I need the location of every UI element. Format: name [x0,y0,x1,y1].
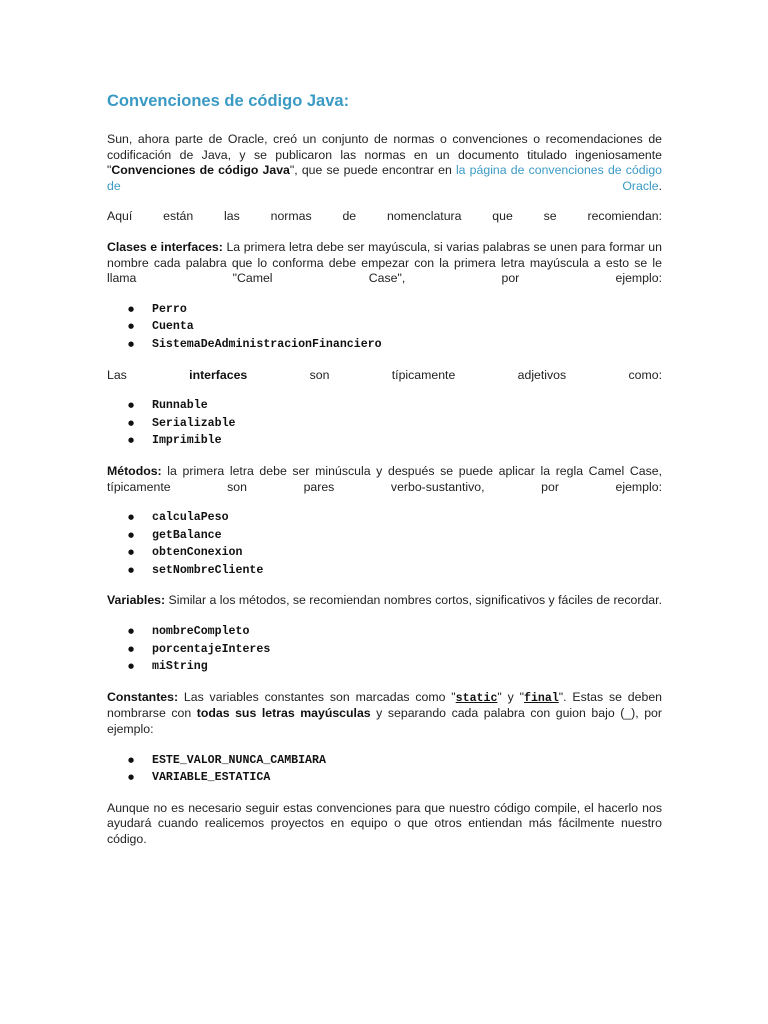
interfaces-paragraph [107,368,662,384]
metodos-text: la primera letra debe ser minúscula y después se puede aplicar la regla Camel Case, típicamente son pares verbo-sustantivo, por ejemplo: [107,463,662,494]
list-item: ● porcentajeInteres [128,641,662,659]
clases-text: La primera letra debe ser mayúscula, si varias palabras se unen para formar un nombre cada palabra que lo conforma debe empezar con la primera letra mayúscula a esto se le llama "Camel Case", por ejemplo: [107,239,662,286]
interfaces-list [107,397,662,450]
page-title: Convenciones de código Java: [107,92,350,110]
list-item: ● calculaPeso [128,509,662,527]
list-item: ● Perro [128,301,662,319]
list-item: ● setNombreCliente [128,562,662,580]
metodos-label: Métodos: [107,463,162,478]
constantes-paragraph [107,690,662,738]
final-keyword: final [523,691,559,705]
constantes-bold: todas sus letras mayúsculas [196,706,371,721]
list-item: ● Serializable [128,415,662,433]
closing-paragraph: Aunque no es necesario seguir estas convenciones para que nuestro código compile, el hacerlo nos ayudará cuando realicemos proyectos en equipo o que otros entiendan más fácilmente nuestro código. [107,800,662,846]
variables-list [107,623,662,676]
list-item: ● Cuenta [128,318,662,336]
intro-text-2: ", que se puede encontrar en [289,163,456,178]
document-page [107,90,662,848]
variables-text: Similar a los métodos, se recomiendan nombres cortos, significativos y fáciles de recordar. [165,593,662,608]
variables-paragraph [107,593,662,609]
list-item: ● miString [128,658,662,676]
intro-paragraph [107,132,662,194]
list-item: ● SistemaDeAdministracionFinanciero [128,336,662,354]
clases-list [107,301,662,354]
constantes-label: Constantes: [107,689,179,704]
oracle-conventions-link[interactable]: la página de convenciones de código de Oracle [107,163,663,193]
list-item: ● obtenConexion [128,544,662,562]
constantes-list [107,752,662,787]
list-item: ● getBalance [128,527,662,545]
list-item: ● Runnable [128,397,662,415]
list-item: ● ESTE_VALOR_NUNCA_CAMBIARA [128,752,662,770]
static-keyword: static [455,691,498,705]
intro-bold: Convenciones de código Java [111,163,290,178]
intro-text-3: . [658,178,662,193]
constantes-text-2: " y " [497,689,524,704]
list-item: ● nombreCompleto [128,623,662,641]
interfaces-text-2: son típicamente adjetivos como: [247,367,662,382]
metodos-list [107,509,662,579]
intro-text-1: Sun, ahora parte de Oracle, creó un conjunto de normas o convenciones o recomendaciones de codificación de Java, y se publicaron las normas en un documento titulado ingeniosamente " [107,132,662,178]
clases-paragraph [107,240,662,287]
constantes-text-4: y separando cada palabra con guion bajo (_), por ejemplo: [107,706,662,737]
clases-label: Clases e interfaces: [107,239,223,254]
interfaces-bold: interfaces [189,367,248,382]
list-item: ● Imprimible [128,432,662,450]
interfaces-text-1: Las [107,367,190,382]
constantes-text-3: ". Estas se deben nombrarse con [107,689,663,721]
aqui-paragraph: Aquí están las normas de nomenclatura que se recomiendan: [107,209,662,224]
metodos-paragraph [107,464,662,495]
list-item: ● VARIABLE_ESTATICA [128,769,662,787]
variables-label: Variables: [107,593,166,608]
constantes-text-1: Las variables constantes son marcadas como " [178,689,456,704]
